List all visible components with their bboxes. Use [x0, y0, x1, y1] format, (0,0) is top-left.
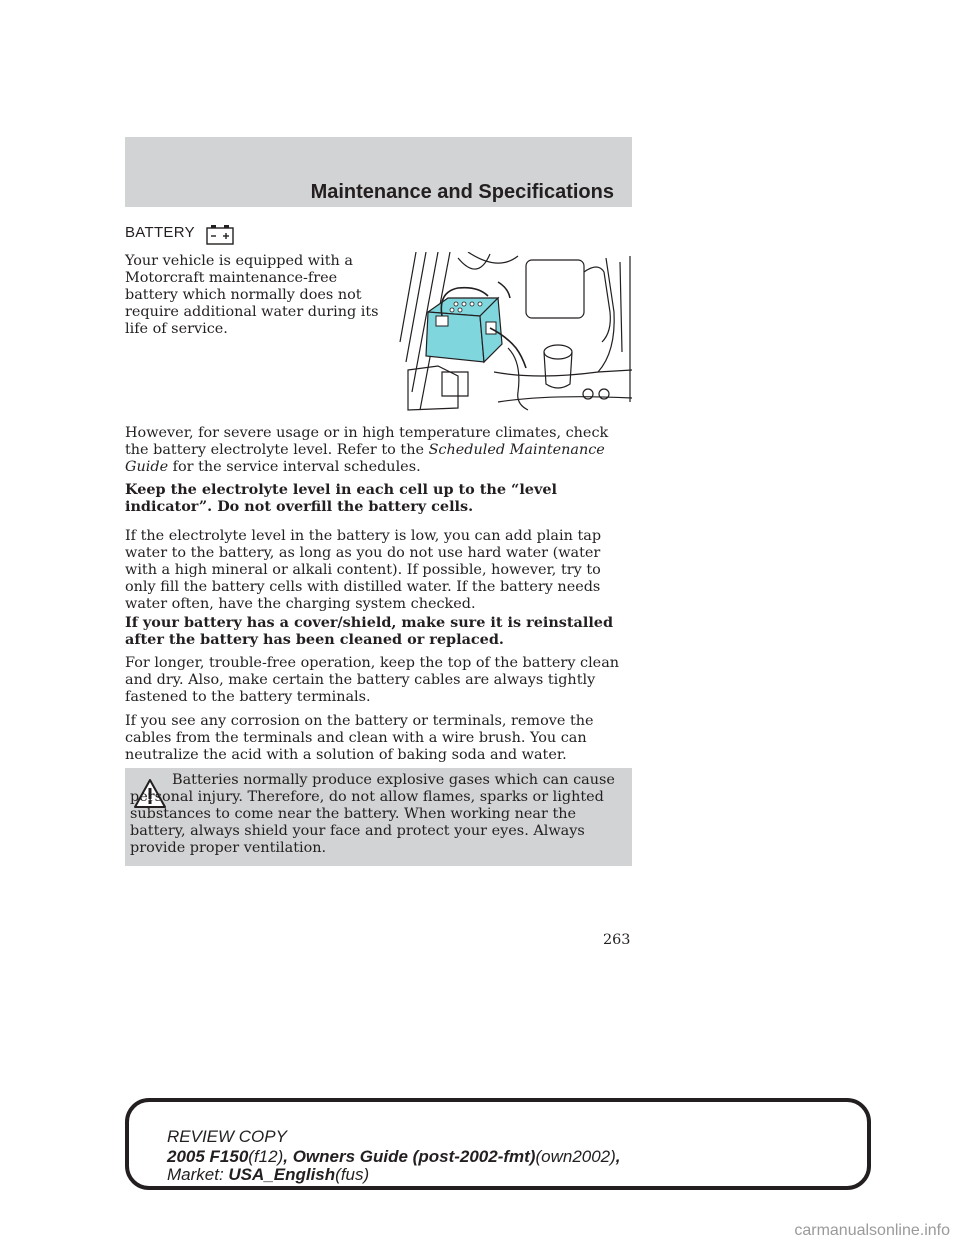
- scheduled-maintenance-guide-reference: Scheduled Maintenance Guide: [125, 442, 605, 475]
- warning-text: Batteries normally produce explosive gases which can cause personal injury. Therefore, do not allow flames, sparks or lighted substances to come near the battery. When working near the battery, always shield your face and protect your eyes. Always provide proper ventilation.: [130, 772, 615, 856]
- warning-box: [125, 768, 632, 866]
- paragraph-tap-water: If the electrolyte level in the battery is low, you can add plain tap water to the battery, as long as you do not use hard water (water with a high mineral or alkali content). If possible, however, try to only fill the battery cells with distilled water. If the battery needs water often, have the charging system checked.: [125, 528, 602, 612]
- section-heading: BATTERY: [125, 224, 195, 241]
- header-band: [125, 137, 632, 207]
- review-copy-label: REVIEW COPY: [167, 1127, 287, 1146]
- battery-icon: [206, 225, 234, 245]
- paragraph-cover-shield: If your battery has a cover/shield, make sure it is reinstalled after the battery has been cleaned or replaced.: [125, 614, 614, 648]
- watermark: carmanualsonline.info: [794, 1222, 950, 1239]
- review-copy-box: [125, 1098, 871, 1190]
- page-title: Maintenance and Specifications: [310, 181, 614, 203]
- battery-location-illustration: [398, 252, 632, 412]
- page-number: 263: [603, 932, 631, 948]
- paragraph-keep-clean: For longer, trouble-free operation, keep the top of the battery clean and dry. Also, make certain the battery cables are always tightly fastened to the battery terminals.: [125, 655, 620, 705]
- intro-paragraph: Your vehicle is equipped with a Motorcraft maintenance-free battery which normally does not require additional water during its life of service.: [125, 253, 379, 337]
- paragraph-level-indicator-warning: Keep the electrolyte level in each cell up to the “level indicator”. Do not overfill the battery cells.: [125, 481, 557, 515]
- battery-shape: [426, 298, 502, 362]
- review-copy-market-line: Market: USA_English(fus): [167, 1165, 370, 1184]
- paragraph-check-electrolyte: However, for severe usage or in high temperature climates, check the battery electrolyte level. Refer to the Scheduled Maintenance Guide for the service interval schedules.: [125, 425, 609, 475]
- review-copy-model-line: 2005 F150(f12), Owners Guide (post-2002-fmt)(own2002),: [167, 1147, 621, 1166]
- paragraph-corrosion: If you see any corrosion on the battery or terminals, remove the cables from the terminals and clean with a wire brush. You can neutralize the acid with a solution of baking soda and water.: [125, 713, 594, 763]
